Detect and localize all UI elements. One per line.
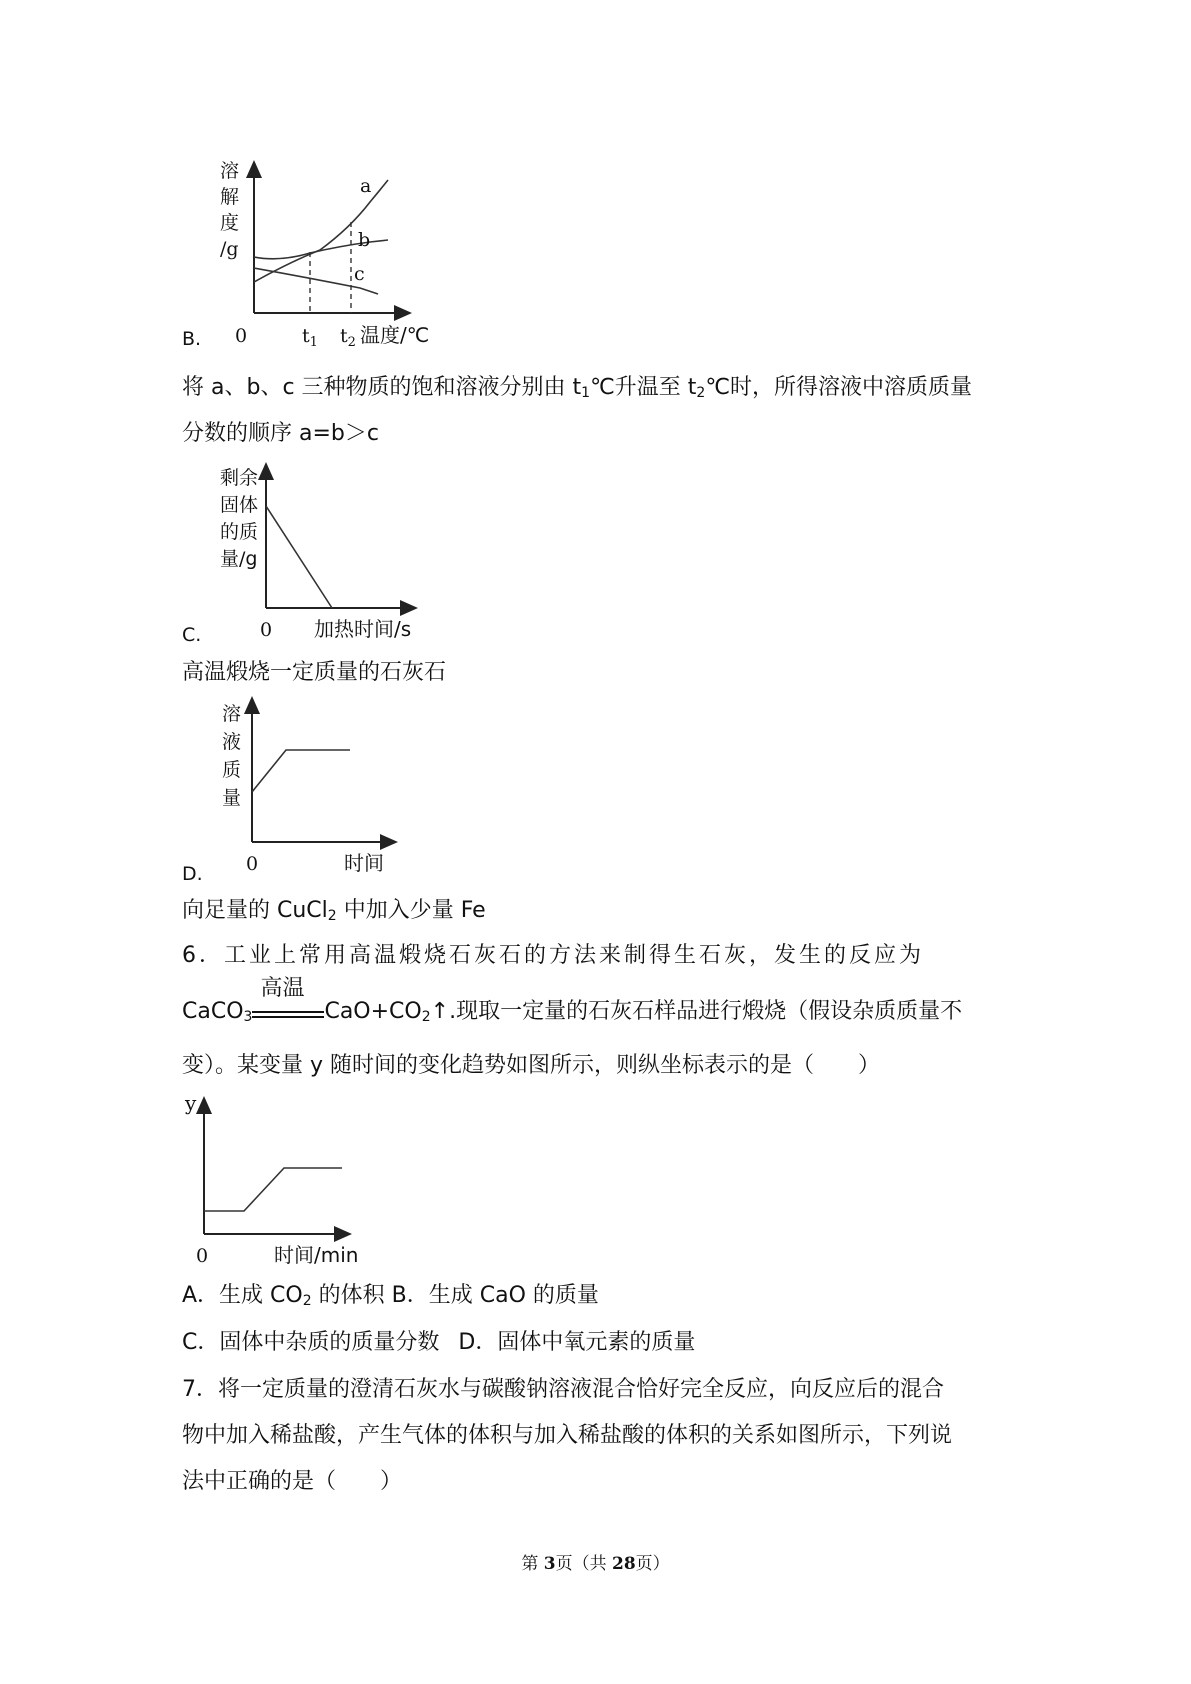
page-footer: 第 3页（共 28页） [521,1554,670,1574]
origin-label: 0 [196,1245,209,1267]
q6-line3: 变）。某变量 y 随时间的变化趋势如图所示，则纵坐标表示的是（ ） [182,1053,881,1078]
y-axis-label-1: 溶 [220,160,240,182]
y-axis-label-2: 液 [222,731,242,753]
total-pages: 28 [611,1554,636,1574]
q6-option-c[interactable]: C．固体中杂质的质量分数 [182,1330,440,1355]
solid-mass-line [266,506,332,608]
y-trend-line [204,1168,342,1211]
q7-line1: 7．将一定质量的澄清石灰水与碳酸钠溶液混合恰好完全反应，向反应后的混合 [182,1377,944,1402]
y-axis-label-1: 剩余 [220,467,259,489]
y-axis-label-4: /g [220,238,239,260]
option-c-text: 高温煅烧一定质量的石灰石 [182,660,447,685]
curve-c-label: c [354,263,365,285]
option-c-letter: C. [182,624,202,646]
origin-label: 0 [246,853,259,875]
x-axis-label: 时间 [344,851,384,875]
curve-a-label: a [360,175,372,197]
y-axis-label: y [185,1091,197,1115]
origin-label: 0 [235,325,248,347]
solution-mass-line [252,750,350,792]
option-b-text-line1: 将 a、b、c 三种物质的饱和溶液分别由 $t_1℃$升温至 $t_2℃$时，所得溶液中溶质质量 [182,375,973,401]
option-d-letter: D. [182,863,203,885]
q6-line1: 6．工业上常用高温煅烧石灰石的方法来制得生石灰，发生的反应为 [182,943,924,968]
remaining-solid-chart [214,460,474,640]
q6-option-d[interactable]: D．固体中氧元素的质量 [458,1330,696,1355]
x-tick-t2: $t_2$ [340,325,356,350]
q6-line2-rest: .现取一定量的石灰石样品进行煅烧（假设杂质质量不 [449,999,963,1024]
y-axis-label-3: 度 [220,212,240,234]
q7-line3: 法中正确的是（ ） [182,1469,403,1494]
q6-options-cd [182,1327,695,1359]
y-axis-label-3: 质 [222,759,242,781]
q6-option-a[interactable]: A．生成 $CO_2$ 的体积 [182,1283,385,1309]
q6-options-ab [182,1280,599,1312]
y-vs-time-chart [182,1090,382,1267]
y-axis-label-1: 溶 [222,703,242,725]
x-tick-t1: $t_1$ [302,325,318,350]
y-axis-label-4: 量 [222,787,242,809]
q6-equation-line [182,976,963,1028]
y-axis-label-2: 解 [220,186,240,208]
y-axis-label-3: 的质 [220,521,259,543]
page-number: 3 [543,1554,556,1574]
solubility-chart [210,150,470,350]
q7-line2: 物中加入稀盐酸，产生气体的体积与加入稀盐酸的体积的关系如图所示，下列说 [182,1423,953,1448]
origin-label: 0 [260,619,273,641]
x-axis-label: 时间/min [274,1243,359,1267]
eq-condition: 高温 [252,1001,324,1018]
curve-b-label: b [358,229,371,251]
eq-reactant: CaCO$_3$ [182,999,253,1025]
y-axis-label-2: 固体 [220,494,259,516]
x-axis-label: 温度/℃ [360,323,430,347]
option-b-letter: B. [182,328,202,350]
option-b-text-line2: 分数的顺序 a=b＞c [182,421,379,446]
y-axis-label-4: 量/g [220,548,258,570]
eq-products: $CaO+CO_2↑$ [324,999,450,1025]
x-axis-label: 加热时间/s [314,617,412,641]
option-d-text: 向足量的 CuCl$_2$ 中加入少量 Fe [182,898,486,924]
q6-option-b[interactable]: B．生成 CaO 的质量 [391,1283,599,1308]
solution-mass-chart [214,696,474,876]
